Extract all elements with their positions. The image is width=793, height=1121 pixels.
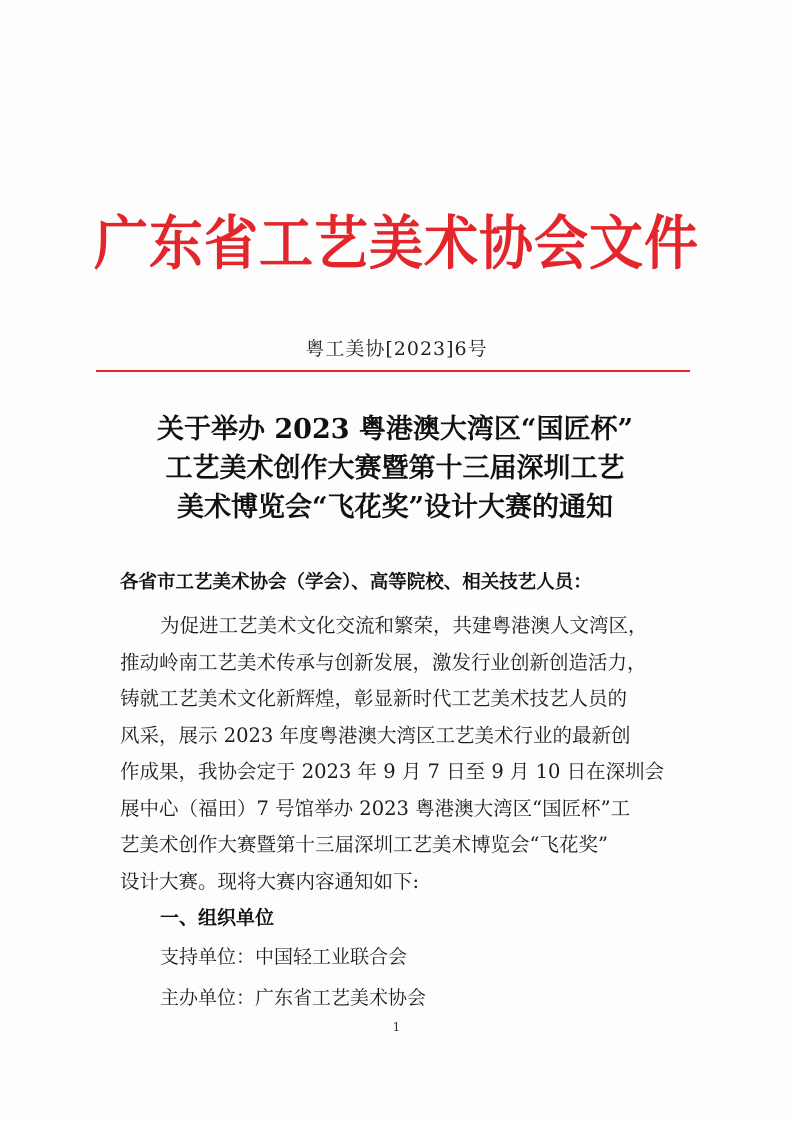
notice-title-line: 美术博览会“飞花奖”设计大赛的通知 [176, 492, 614, 523]
body-line: 风采，展示 2023 年度粤港澳大湾区工艺美术行业的最新创 [120, 723, 631, 747]
page-number: 1 [392, 1020, 401, 1034]
body-line: 为促进工艺美术文化交流和繁荣，共建粤港澳人文湾区， [160, 614, 648, 637]
document-number: 粤工美协[2023]6号 [305, 338, 488, 360]
body-line: 艺美术创作大赛暨第十三届深圳工艺美术博览会“飞花奖” [120, 833, 608, 856]
notice-title-line: 关于举办 2023 粤港澳大湾区“国匠杯” [156, 414, 633, 445]
host-unit-line: 主办单位：广东省工艺美术协会 [160, 987, 427, 1009]
masthead-title: 广东省工艺美术协会文件 [94, 208, 699, 278]
notice-title [100, 410, 690, 527]
red-divider-line [96, 370, 690, 372]
body-line: 作成果，我协会定于 2023 年 9 月 7 日至 9 月 10 日在深圳会 [120, 760, 665, 783]
section-heading-organizers: 一、组织单位 [160, 907, 275, 929]
body-line: 设计大赛。现将大赛内容通知如下: [120, 869, 420, 893]
body-paragraph [120, 608, 685, 900]
body-line: 展中心（福田）7 号馆举办 2023 粤港澳大湾区“国匠杯”工 [120, 796, 631, 820]
body-line: 推动岭南工艺美术传承与创新发展，激发行业创新创造活力， [120, 650, 647, 674]
supporting-unit-line: 支持单位：中国轻工业联合会 [160, 946, 408, 968]
body-line: 铸就工艺美术文化新辉煌，彰显新时代工艺美术技艺人员的 [120, 687, 628, 710]
notice-title-line: 工艺美术创作大赛暨第十三届深圳工艺 [165, 453, 625, 484]
addressee-line: 各省市工艺美术协会（学会）、高等院校、相关技艺人员： [120, 572, 592, 593]
